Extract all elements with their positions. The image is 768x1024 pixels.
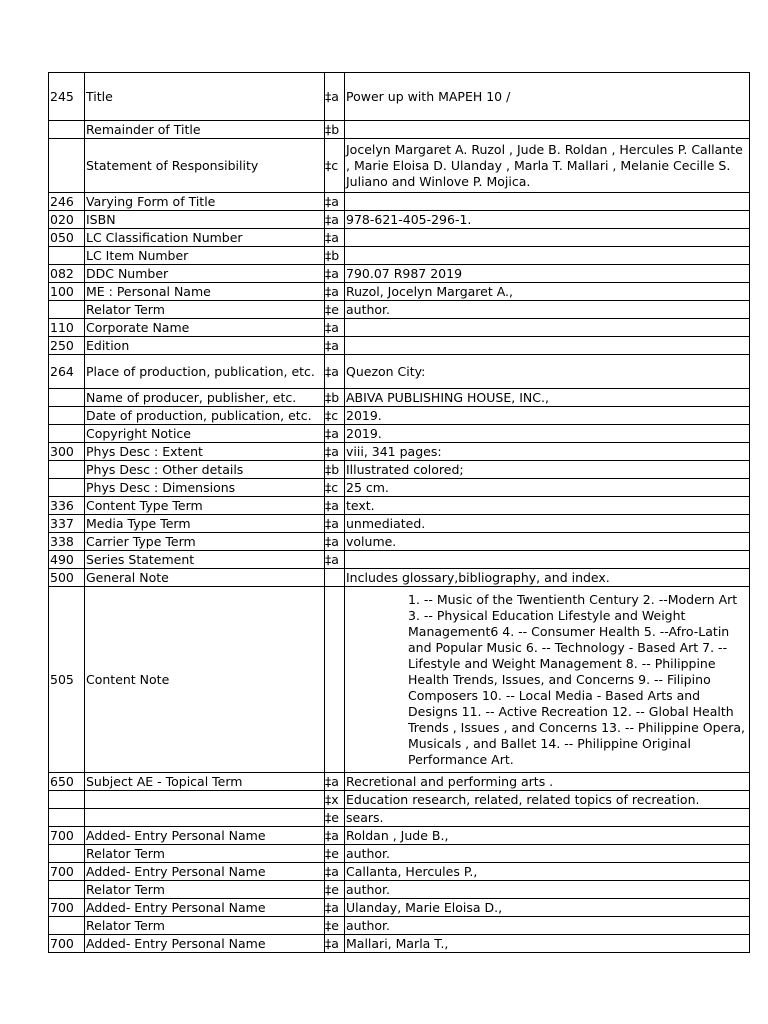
subfield-code: ‡a bbox=[325, 899, 345, 917]
field-value: sears. bbox=[345, 809, 750, 827]
field-tag: 700 bbox=[49, 827, 85, 845]
field-label: Content Note bbox=[85, 587, 325, 773]
field-label: Relator Term bbox=[85, 845, 325, 863]
field-label: LC Classification Number bbox=[85, 229, 325, 247]
field-label: DDC Number bbox=[85, 265, 325, 283]
field-value: viii, 341 pages: bbox=[345, 443, 750, 461]
field-value: 25 cm. bbox=[345, 479, 750, 497]
subfield-code: ‡a bbox=[325, 73, 345, 121]
field-tag: 246 bbox=[49, 193, 85, 211]
field-label: Media Type Term bbox=[85, 515, 325, 533]
field-value: unmediated. bbox=[345, 515, 750, 533]
marc-field-row bbox=[49, 863, 750, 881]
field-label: Varying Form of Title bbox=[85, 193, 325, 211]
subfield-code: ‡e bbox=[325, 809, 345, 827]
field-tag: 245 bbox=[49, 73, 85, 121]
field-label: Remainder of Title bbox=[85, 121, 325, 139]
marc-field-row bbox=[49, 211, 750, 229]
marc-field-row bbox=[49, 265, 750, 283]
field-value: Jocelyn Margaret A. Ruzol , Jude B. Roldan , Hercules P. Callante , Marie Eloisa D. Ulanday , Marla T. Mallari , Melanie Cecille S. Juliano and Winlove P. Mojica. bbox=[345, 139, 750, 193]
field-tag: 490 bbox=[49, 551, 85, 569]
field-tag: 100 bbox=[49, 283, 85, 301]
subfield-code: ‡a bbox=[325, 283, 345, 301]
field-value: 2019. bbox=[345, 425, 750, 443]
field-tag: 110 bbox=[49, 319, 85, 337]
field-tag bbox=[49, 809, 85, 827]
marc-field-row bbox=[49, 587, 750, 773]
subfield-code bbox=[325, 587, 345, 773]
field-tag: 700 bbox=[49, 863, 85, 881]
subfield-code: ‡a bbox=[325, 229, 345, 247]
field-value: Mallari, Marla T., bbox=[345, 935, 750, 953]
field-value: Power up with MAPEH 10 / bbox=[345, 73, 750, 121]
subfield-code: ‡e bbox=[325, 845, 345, 863]
field-value bbox=[345, 193, 750, 211]
field-value: Ulanday, Marie Eloisa D., bbox=[345, 899, 750, 917]
subfield-code: ‡a bbox=[325, 355, 345, 389]
field-label: Carrier Type Term bbox=[85, 533, 325, 551]
field-tag: 020 bbox=[49, 211, 85, 229]
field-value: 790.07 R987 2019 bbox=[345, 265, 750, 283]
marc-field-row bbox=[49, 899, 750, 917]
subfield-code: ‡a bbox=[325, 827, 345, 845]
field-value: Illustrated colored; bbox=[345, 461, 750, 479]
field-value: Callanta, Hercules P., bbox=[345, 863, 750, 881]
field-value bbox=[345, 247, 750, 265]
field-tag bbox=[49, 479, 85, 497]
subfield-code: ‡b bbox=[325, 121, 345, 139]
field-tag: 700 bbox=[49, 935, 85, 953]
subfield-code: ‡x bbox=[325, 791, 345, 809]
field-label: Place of production, publication, etc. bbox=[85, 355, 325, 389]
field-tag bbox=[49, 425, 85, 443]
marc-field-row bbox=[49, 73, 750, 121]
subfield-code: ‡b bbox=[325, 247, 345, 265]
field-value: ABIVA PUBLISHING HOUSE, INC., bbox=[345, 389, 750, 407]
field-tag bbox=[49, 791, 85, 809]
subfield-code: ‡b bbox=[325, 461, 345, 479]
marc-field-row bbox=[49, 935, 750, 953]
subfield-code: ‡e bbox=[325, 301, 345, 319]
field-label bbox=[85, 809, 325, 827]
marc-field-row bbox=[49, 845, 750, 863]
field-label: Content Type Term bbox=[85, 497, 325, 515]
field-value: author. bbox=[345, 881, 750, 899]
marc-field-row bbox=[49, 479, 750, 497]
subfield-code: ‡a bbox=[325, 443, 345, 461]
marc-field-row bbox=[49, 319, 750, 337]
subfield-code: ‡a bbox=[325, 533, 345, 551]
field-label: General Note bbox=[85, 569, 325, 587]
field-tag: 300 bbox=[49, 443, 85, 461]
subfield-code: ‡a bbox=[325, 425, 345, 443]
field-value bbox=[345, 319, 750, 337]
field-value: 978-621-405-296-1. bbox=[345, 211, 750, 229]
field-value bbox=[345, 229, 750, 247]
subfield-code: ‡c bbox=[325, 479, 345, 497]
subfield-code: ‡a bbox=[325, 211, 345, 229]
marc-field-row bbox=[49, 497, 750, 515]
subfield-code: ‡a bbox=[325, 551, 345, 569]
field-tag: 650 bbox=[49, 773, 85, 791]
marc-field-row bbox=[49, 461, 750, 479]
field-label: Added- Entry Personal Name bbox=[85, 935, 325, 953]
field-label: Copyright Notice bbox=[85, 425, 325, 443]
subfield-code: ‡e bbox=[325, 917, 345, 935]
field-label: Title bbox=[85, 73, 325, 121]
field-value: author. bbox=[345, 301, 750, 319]
marc-field-row bbox=[49, 569, 750, 587]
marc-field-row bbox=[49, 121, 750, 139]
field-value: Roldan , Jude B., bbox=[345, 827, 750, 845]
field-value bbox=[345, 121, 750, 139]
field-value bbox=[345, 551, 750, 569]
field-value bbox=[345, 337, 750, 355]
field-label: Added- Entry Personal Name bbox=[85, 827, 325, 845]
field-label: Phys Desc : Extent bbox=[85, 443, 325, 461]
field-tag: 050 bbox=[49, 229, 85, 247]
marc-field-row bbox=[49, 337, 750, 355]
field-value: author. bbox=[345, 917, 750, 935]
subfield-code: ‡a bbox=[325, 773, 345, 791]
marc-field-row bbox=[49, 791, 750, 809]
marc-field-row bbox=[49, 389, 750, 407]
field-label: Relator Term bbox=[85, 301, 325, 319]
field-label: Edition bbox=[85, 337, 325, 355]
subfield-code: ‡a bbox=[325, 515, 345, 533]
field-value: text. bbox=[345, 497, 750, 515]
subfield-code: ‡e bbox=[325, 881, 345, 899]
field-label: Added- Entry Personal Name bbox=[85, 863, 325, 881]
field-tag bbox=[49, 301, 85, 319]
field-tag: 338 bbox=[49, 533, 85, 551]
subfield-code: ‡c bbox=[325, 139, 345, 193]
field-label: Added- Entry Personal Name bbox=[85, 899, 325, 917]
marc-field-row bbox=[49, 193, 750, 211]
field-tag: 082 bbox=[49, 265, 85, 283]
field-tag bbox=[49, 881, 85, 899]
field-tag: 336 bbox=[49, 497, 85, 515]
marc-field-row bbox=[49, 407, 750, 425]
field-label: Subject AE - Topical Term bbox=[85, 773, 325, 791]
field-tag: 700 bbox=[49, 899, 85, 917]
marc-field-row bbox=[49, 247, 750, 265]
marc-field-row bbox=[49, 809, 750, 827]
field-label: Phys Desc : Dimensions bbox=[85, 479, 325, 497]
field-tag bbox=[49, 845, 85, 863]
subfield-code: ‡a bbox=[325, 265, 345, 283]
field-label: Relator Term bbox=[85, 917, 325, 935]
field-value: Education research, related, related topics of recreation. bbox=[345, 791, 750, 809]
marc-record-table bbox=[48, 72, 750, 953]
field-value: volume. bbox=[345, 533, 750, 551]
field-tag: 264 bbox=[49, 355, 85, 389]
field-value: 2019. bbox=[345, 407, 750, 425]
field-label: LC Item Number bbox=[85, 247, 325, 265]
marc-field-row bbox=[49, 229, 750, 247]
marc-field-row bbox=[49, 533, 750, 551]
marc-field-row bbox=[49, 827, 750, 845]
marc-field-row bbox=[49, 443, 750, 461]
field-label: Date of production, publication, etc. bbox=[85, 407, 325, 425]
field-value: Includes glossary,bibliography, and index. bbox=[345, 569, 750, 587]
field-value: Recretional and performing arts . bbox=[345, 773, 750, 791]
field-tag bbox=[49, 139, 85, 193]
marc-field-row bbox=[49, 301, 750, 319]
field-label: Series Statement bbox=[85, 551, 325, 569]
field-value: author. bbox=[345, 845, 750, 863]
marc-field-row bbox=[49, 283, 750, 301]
field-value: Quezon City: bbox=[345, 355, 750, 389]
field-label: Corporate Name bbox=[85, 319, 325, 337]
marc-field-row bbox=[49, 773, 750, 791]
field-tag bbox=[49, 389, 85, 407]
field-tag: 505 bbox=[49, 587, 85, 773]
subfield-code: ‡c bbox=[325, 407, 345, 425]
subfield-code: ‡a bbox=[325, 319, 345, 337]
marc-field-row bbox=[49, 551, 750, 569]
field-label bbox=[85, 791, 325, 809]
field-value: 1. -- Music of the Twentienth Century 2. --Modern Art 3. -- Physical Education Lifestyle and Weight Management6 4. -- Consumer Health 5. --Afro-Latin and Popular Music 6. -- Technology - Based Art 7. -- Lifestyle and Weight Management 8. -- Philippine Health Trends, Issues, and Concerns 9. -- Filipino Composers 10. -- Local Media - Based Arts and Designs 11. -- Active Recreation 12. -- Global Health Trends , Issues , and Concerns 13. -- Philippine Opera, Musicals , and Ballet 14. -- Philippine Original Performance Art. bbox=[345, 587, 750, 773]
marc-record-body bbox=[49, 73, 750, 953]
marc-field-row bbox=[49, 425, 750, 443]
field-label: Relator Term bbox=[85, 881, 325, 899]
field-label: Statement of Responsibility bbox=[85, 139, 325, 193]
subfield-code: ‡a bbox=[325, 935, 345, 953]
field-label: Name of producer, publisher, etc. bbox=[85, 389, 325, 407]
subfield-code: ‡a bbox=[325, 497, 345, 515]
field-tag bbox=[49, 247, 85, 265]
field-tag bbox=[49, 461, 85, 479]
field-tag bbox=[49, 917, 85, 935]
subfield-code: ‡a bbox=[325, 863, 345, 881]
field-tag: 500 bbox=[49, 569, 85, 587]
marc-field-row bbox=[49, 355, 750, 389]
subfield-code bbox=[325, 569, 345, 587]
field-tag: 250 bbox=[49, 337, 85, 355]
field-label: ME : Personal Name bbox=[85, 283, 325, 301]
field-value: Ruzol, Jocelyn Margaret A., bbox=[345, 283, 750, 301]
subfield-code: ‡b bbox=[325, 389, 345, 407]
field-label: Phys Desc : Other details bbox=[85, 461, 325, 479]
field-label: ISBN bbox=[85, 211, 325, 229]
field-tag bbox=[49, 121, 85, 139]
marc-field-row bbox=[49, 515, 750, 533]
subfield-code: ‡a bbox=[325, 337, 345, 355]
marc-field-row bbox=[49, 917, 750, 935]
marc-field-row bbox=[49, 139, 750, 193]
field-tag: 337 bbox=[49, 515, 85, 533]
marc-field-row bbox=[49, 881, 750, 899]
subfield-code: ‡a bbox=[325, 193, 345, 211]
field-tag bbox=[49, 407, 85, 425]
